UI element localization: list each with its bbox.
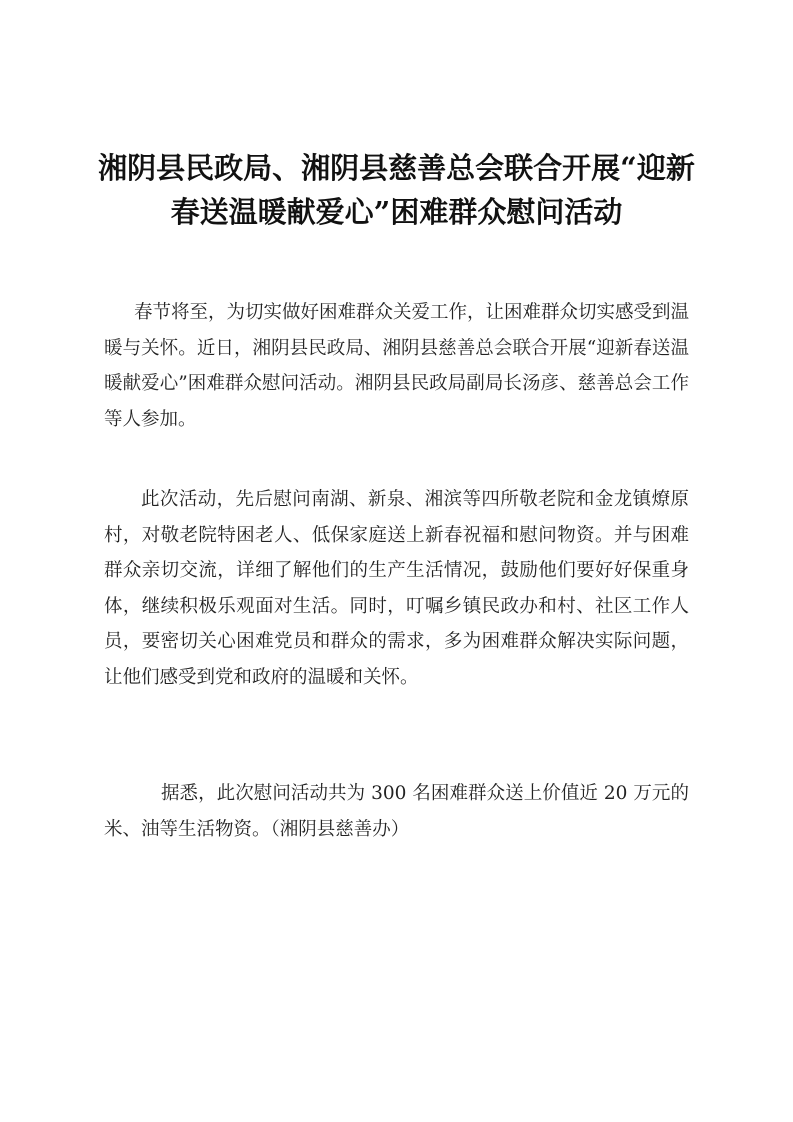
article-title: 湘阴县民政局、湘阴县慈善总会联合开展“迎新春送温暖献爱心”困难群众慰问活动 bbox=[98, 151, 695, 229]
article-paragraph-2: 此次活动，先后慰问南湖、新泉、湘滨等四所敬老院和金龙镇燎原村，对敬老院特困老人、低保家庭送上新春祝福和慰问物资。并与困难群众亲切交流，详细了解他们的生产生活情况，鼓励他们要好好保重身体，继续积极乐观面对生活。同时，叮嘱乡镇民政办和村、社区工作人员，要密切关心困难党员和群众的需求，多为困难群众解决实际问题，让他们感受到党和政府的温暖和关怀。 bbox=[104, 489, 689, 688]
article-paragraph-3: 据悉，此次慰问活动共为 300 名困难群众送上价值近 20 万元的米、油等生活物资。（湘阴县慈善办） bbox=[104, 783, 689, 840]
article-paragraph-1: 春节将至，为切实做好困难群众关爱工作，让困难群众切实感受到温暖与关怀。近日，湘阴县民政局、湘阴县慈善总会联合开展“迎新春送温暖献爱心”困难群众慰问活动。湘阴县民政局副局长汤彦、慈善总会工作等人参加。 bbox=[104, 302, 690, 430]
